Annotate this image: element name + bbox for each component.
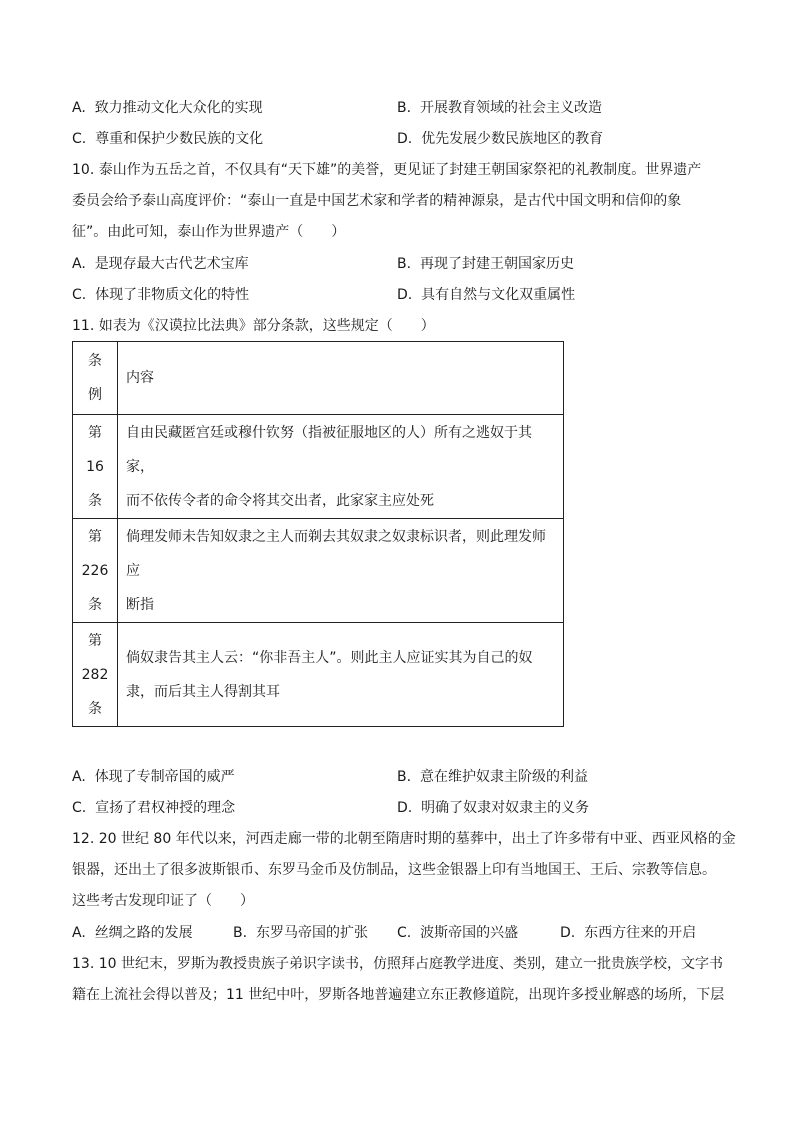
q10-option-c: [72, 285, 249, 305]
content-line: 断指: [126, 596, 154, 613]
article-part: 条: [88, 492, 102, 509]
q10-option-b: [397, 254, 574, 274]
option-text: 具有自然与文化双重属性: [421, 287, 576, 303]
option-label: A.: [72, 256, 86, 272]
article-content: [118, 415, 564, 519]
option-text: 宣扬了君权神授的理念: [95, 800, 236, 816]
q13-stem-line-2: 籍在上流社会得以普及；11 世纪中叶，罗斯各地普遍建立东正教修道院，出现许多授业解惑的场所，下层: [72, 987, 725, 1003]
table-header-row: [73, 342, 564, 415]
q13-stem-line-1: 13. 10 世纪末，罗斯为教授贵族子弟识字读书，仿照拜占庭教学进度、类别，建立一批贵族学校，文字书: [72, 956, 723, 972]
q12-option-b: [233, 923, 368, 943]
option-label: B.: [397, 256, 412, 272]
content-line: 隶，而后其主人得割其耳: [126, 683, 280, 700]
option-text: 意在维护奴隶主阶级的利益: [419, 769, 588, 785]
table-row: [73, 415, 564, 519]
content-line: 自由民藏匿宫廷或穆什钦努（指被征服地区的人）所有之逃奴于其家，: [126, 424, 532, 475]
option-label: B.: [397, 769, 412, 785]
article-part: 282: [81, 666, 109, 683]
article-number: [73, 519, 118, 623]
header-char: 例: [88, 387, 102, 403]
article-part: 第: [88, 632, 102, 649]
article-part: 条: [88, 700, 102, 717]
content-line: 而不依传令者的命令将其交出者，此家家主应处死: [126, 492, 434, 509]
q10-stem-line-1: 10. 泰山作为五岳之首，不仅具有“天下雄”的美誉，更见证了封建王朝国家祭祀的礼教制度。世界遗产: [72, 162, 702, 178]
option-label: D.: [397, 800, 413, 816]
q11-option-a: [72, 767, 235, 787]
q12-stem-line-1: 12. 20 世纪 80 年代以来，河西走廊一带的北朝至隋唐时期的墓葬中，出土了许多带有中亚、西亚风格的金: [72, 831, 736, 847]
option-label: C.: [72, 287, 87, 303]
q11-stem: 11. 如表为《汉谟拉比法典》部分条款，这些规定（ ）: [72, 318, 435, 334]
q9-option-c: [72, 129, 263, 149]
option-text: 明确了奴隶对奴隶主的义务: [421, 800, 590, 816]
q10-option-a: [72, 254, 249, 274]
option-text: 是现存最大古代艺术宝库: [94, 256, 249, 272]
table-row: [73, 623, 564, 727]
article-number: [73, 415, 118, 519]
q12-option-c: [397, 923, 518, 943]
option-text: 体现了非物质文化的特性: [95, 287, 250, 303]
article-part: 条: [88, 596, 102, 613]
article-content: [118, 519, 564, 623]
option-text: 再现了封建王朝国家历史: [419, 256, 574, 272]
table-row: [73, 519, 564, 623]
q10-stem-line-3: 征”。由此可知，泰山作为世界遗产（ ）: [72, 224, 346, 240]
option-text: 丝绸之路的发展: [94, 925, 193, 941]
q11-option-d: [397, 798, 589, 818]
q9-option-d: [397, 129, 603, 149]
q12-option-a: [72, 923, 193, 943]
option-label: A.: [72, 100, 86, 116]
article-content: [118, 623, 564, 727]
article-part: 第: [88, 424, 102, 441]
option-label: D.: [560, 925, 576, 941]
q11-option-b: [397, 767, 588, 787]
q11-option-c: [72, 798, 235, 818]
option-text: 致力推动文化大众化的实现: [94, 100, 263, 116]
option-label: C.: [72, 800, 87, 816]
option-text: 体现了专制帝国的威严: [94, 769, 235, 785]
option-label: D.: [397, 131, 413, 147]
q12-stem-line-2: 银器，还出土了很多波斯银币、东罗马金币及仿制品，这些金银器上印有当地国王、王后、宗教等信息。: [72, 862, 716, 878]
table-header-content: 内容: [118, 342, 564, 415]
option-text: 东罗马帝国的扩张: [255, 925, 368, 941]
article-part: 16: [86, 458, 104, 475]
header-char: 条: [88, 353, 102, 369]
option-label: C.: [72, 131, 87, 147]
option-text: 尊重和保护少数民族的文化: [95, 131, 264, 147]
article-number: [73, 623, 118, 727]
q12-stem-line-3: 这些考古发现印证了（ ）: [72, 893, 254, 909]
option-label: B.: [397, 100, 412, 116]
law-table: [72, 341, 564, 727]
option-label: D.: [397, 287, 413, 303]
table-header-article: [73, 342, 118, 415]
content-line: 倘理发师未告知奴隶之主人而剃去其奴隶之奴隶标识者，则此理发师应: [126, 528, 546, 579]
option-text: 开展教育领域的社会主义改造: [419, 100, 602, 116]
option-label: C.: [397, 925, 412, 941]
option-text: 波斯帝国的兴盛: [420, 925, 519, 941]
q9-option-a: [72, 98, 263, 118]
option-label: A.: [72, 925, 86, 941]
q10-option-d: [397, 285, 575, 305]
q10-stem-line-2: 委员会给予泰山高度评价：“泰山一直是中国艺术家和学者的精神源泉，是古代中国文明和信仰的象: [72, 193, 682, 209]
option-text: 优先发展少数民族地区的教育: [421, 131, 604, 147]
content-line: 倘奴隶告其主人云：“你非吾主人”。则此主人应证实其为自己的奴: [126, 649, 533, 666]
option-label: B.: [233, 925, 248, 941]
article-part: 226: [81, 562, 109, 579]
option-label: A.: [72, 769, 86, 785]
q12-option-d: [560, 923, 696, 943]
option-text: 东西方往来的开启: [584, 925, 697, 941]
q9-option-b: [397, 98, 602, 118]
article-part: 第: [88, 528, 102, 545]
